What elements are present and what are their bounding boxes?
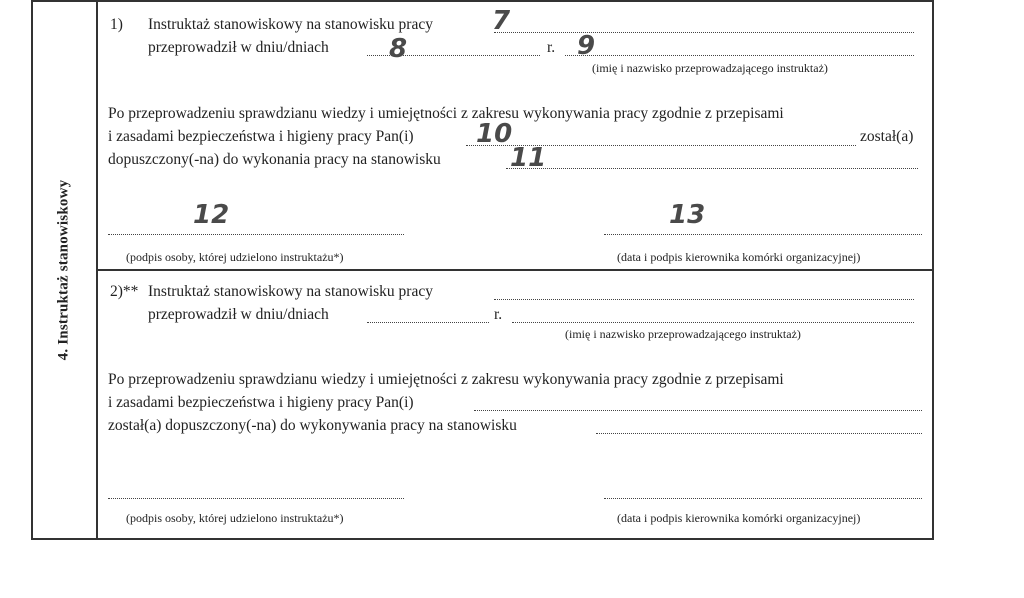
block2-year-suffix: r. bbox=[494, 306, 503, 323]
block2-instructor-field[interactable] bbox=[512, 322, 914, 323]
field-marker-13: 13 bbox=[669, 200, 706, 230]
block1-line1: Instruktaż stanowiskowy na stanowisku pracy bbox=[148, 16, 433, 33]
block2-signature-right-field[interactable] bbox=[604, 498, 922, 499]
field-marker-9: 9 bbox=[577, 31, 596, 61]
block1-instructor-field[interactable] bbox=[565, 55, 914, 56]
block1-signature-left-caption: (podpis osoby, której udzielono instruktażu*) bbox=[126, 250, 344, 264]
section-label: 4. Instruktaż stanowiskowy bbox=[55, 179, 72, 361]
block1-paragraph-line3: dopuszczony(-na) do wykonania pracy na stanowisku bbox=[108, 151, 441, 168]
block2-instructor-caption: (imię i nazwisko przeprowadzającego instruktaż) bbox=[565, 327, 801, 341]
block1-paragraph-line1: Po przeprowadzeniu sprawdzianu wiedzy i umiejętności z zakresu wykonywania pracy zgodnie z przepisami bbox=[108, 105, 784, 122]
block2-employee-name-field[interactable] bbox=[474, 410, 922, 411]
block2-date-field[interactable] bbox=[367, 322, 489, 323]
block1-instructor-caption: (imię i nazwisko przeprowadzającego instruktaż) bbox=[592, 61, 828, 75]
block2-signature-left-caption: (podpis osoby, której udzielono instruktażu*) bbox=[126, 511, 344, 525]
block-separator bbox=[98, 269, 934, 271]
block2-paragraph-line3: został(a) dopuszczony(-na) do wykonywania pracy na stanowisku bbox=[108, 417, 517, 434]
block2-signature-left-field[interactable] bbox=[108, 498, 404, 499]
block2-line2: przeprowadził w dniu/dniach bbox=[148, 306, 329, 323]
block1-signature-right-caption: (data i podpis kierownika komórki organizacyjnej) bbox=[617, 250, 861, 264]
block1-paragraph-line2: i zasadami bezpieczeństwa i higieny pracy Pan(i) bbox=[108, 128, 414, 145]
block1-workplace-field[interactable] bbox=[494, 32, 914, 33]
field-marker-11: 11 bbox=[510, 143, 547, 173]
field-marker-10: 10 bbox=[476, 119, 513, 149]
block2-paragraph-line2: i zasadami bezpieczeństwa i higieny pracy Pan(i) bbox=[108, 394, 414, 411]
block1-signature-right-field[interactable] bbox=[604, 234, 922, 235]
field-marker-12: 12 bbox=[193, 200, 230, 230]
block2-index: 2)** bbox=[110, 283, 139, 300]
field-marker-7: 7 bbox=[492, 6, 511, 36]
block2-position-field[interactable] bbox=[596, 433, 922, 434]
block2-paragraph-line1: Po przeprowadzeniu sprawdzianu wiedzy i umiejętności z zakresu wykonywania pracy zgodnie z przepisami bbox=[108, 371, 784, 388]
block1-position-field[interactable] bbox=[506, 168, 918, 169]
block1-index: 1) bbox=[110, 16, 123, 33]
block1-year-suffix: r. bbox=[547, 39, 556, 56]
block1-paragraph-line2-end: został(a) bbox=[860, 128, 914, 145]
block1-line2: przeprowadził w dniu/dniach bbox=[148, 39, 329, 56]
block2-line1: Instruktaż stanowiskowy na stanowisku pracy bbox=[148, 283, 433, 300]
block1-signature-left-field[interactable] bbox=[108, 234, 404, 235]
field-marker-8: 8 bbox=[389, 34, 408, 64]
block2-workplace-field[interactable] bbox=[494, 299, 914, 300]
block2-signature-right-caption: (data i podpis kierownika komórki organizacyjnej) bbox=[617, 511, 861, 525]
